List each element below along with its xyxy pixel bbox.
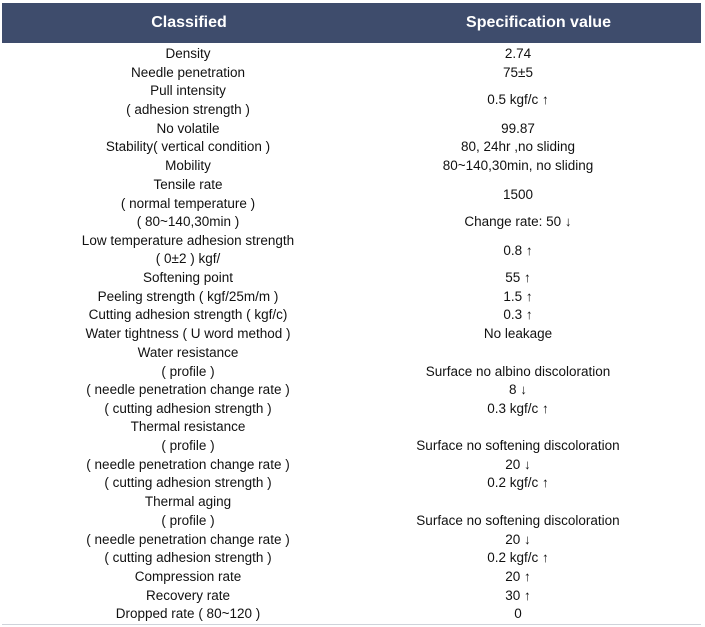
row-value: Change rate: 50 ↓ xyxy=(464,214,572,229)
row-label: ( adhesion strength ) xyxy=(126,102,250,117)
row-label: Recovery rate xyxy=(145,588,231,603)
row-value: 0.5 kgf/c ↑ xyxy=(487,92,549,107)
row-value: 0.3 kgf/c ↑ xyxy=(487,401,549,416)
row-value: 20 ↓ xyxy=(505,457,531,472)
header-specification-value: Specification value xyxy=(466,14,611,31)
row-label: ( cutting adhesion strength ) xyxy=(104,550,272,565)
row-label: ( 80~140,30min ) xyxy=(136,214,240,229)
row-value: 30 ↑ xyxy=(505,588,531,603)
row-value: Surface no albino discoloration xyxy=(425,364,611,379)
row-label: Pull intensity xyxy=(150,83,226,98)
row-label: Compression rate xyxy=(134,569,242,584)
row-label: ( profile ) xyxy=(161,438,215,453)
row-label: ( profile ) xyxy=(161,364,215,379)
row-value: 2.74 xyxy=(504,46,532,61)
row-label: Thermal resistance xyxy=(130,419,246,434)
row-value: 0 xyxy=(514,606,522,621)
row-label: ( needle penetration change rate ) xyxy=(86,382,290,397)
row-label: Thermal aging xyxy=(144,494,232,509)
row-label: ( normal temperature ) xyxy=(120,196,256,211)
row-label: Water tightness ( U word method ) xyxy=(85,326,291,341)
row-label: No volatile xyxy=(156,121,220,136)
row-label: ( needle penetration change rate ) xyxy=(86,457,290,472)
row-value: 80, 24hr ,no sliding xyxy=(460,139,576,154)
row-label: Dropped rate ( 80~120 ) xyxy=(115,606,261,621)
row-value: 8 ↓ xyxy=(508,382,528,397)
row-label: ( profile ) xyxy=(161,513,215,528)
row-label: Tensile rate xyxy=(153,177,223,192)
row-label: Cutting adhesion strength ( kgf/c) xyxy=(88,307,288,322)
row-label: Mobility xyxy=(165,158,211,173)
header-classified: Classified xyxy=(151,14,227,31)
row-label: Low temperature adhesion strength xyxy=(81,233,295,248)
row-value: 80~140,30min, no sliding xyxy=(442,158,594,173)
row-value: 1.5 ↑ xyxy=(503,289,533,304)
row-value: Surface no softening discoloration xyxy=(416,438,620,453)
row-value: 20 ↑ xyxy=(505,569,531,584)
row-label: ( 0±2 ) kgf/ xyxy=(155,251,221,266)
row-value: 0.3 ↑ xyxy=(503,307,533,322)
row-label: Water resistance xyxy=(137,345,239,360)
row-label: Peeling strength ( kgf/25m/m ) xyxy=(97,289,279,304)
row-value: 55 ↑ xyxy=(505,270,531,285)
row-label: ( needle penetration change rate ) xyxy=(86,532,290,547)
table-bottom-rule xyxy=(2,624,701,625)
row-value: 75±5 xyxy=(503,65,533,80)
row-label: Density xyxy=(165,46,211,61)
row-value: 0.8 ↑ xyxy=(503,243,533,258)
row-label: ( cutting adhesion strength ) xyxy=(104,475,272,490)
row-label: Softening point xyxy=(142,270,234,285)
row-value: 0.2 kgf/c ↑ xyxy=(487,550,549,565)
row-label: ( cutting adhesion strength ) xyxy=(104,401,272,416)
row-label: Needle penetration xyxy=(130,65,246,80)
row-value: 99.87 xyxy=(501,121,535,136)
row-label: Stability( vertical condition ) xyxy=(105,139,271,154)
row-value: No leakage xyxy=(483,326,553,341)
row-value: Surface no softening discoloration xyxy=(416,513,620,528)
table-header xyxy=(2,3,701,43)
row-value: 1500 xyxy=(502,187,534,202)
row-value: 0.2 kgf/c ↑ xyxy=(487,475,549,490)
row-value: 20 ↓ xyxy=(505,532,531,547)
